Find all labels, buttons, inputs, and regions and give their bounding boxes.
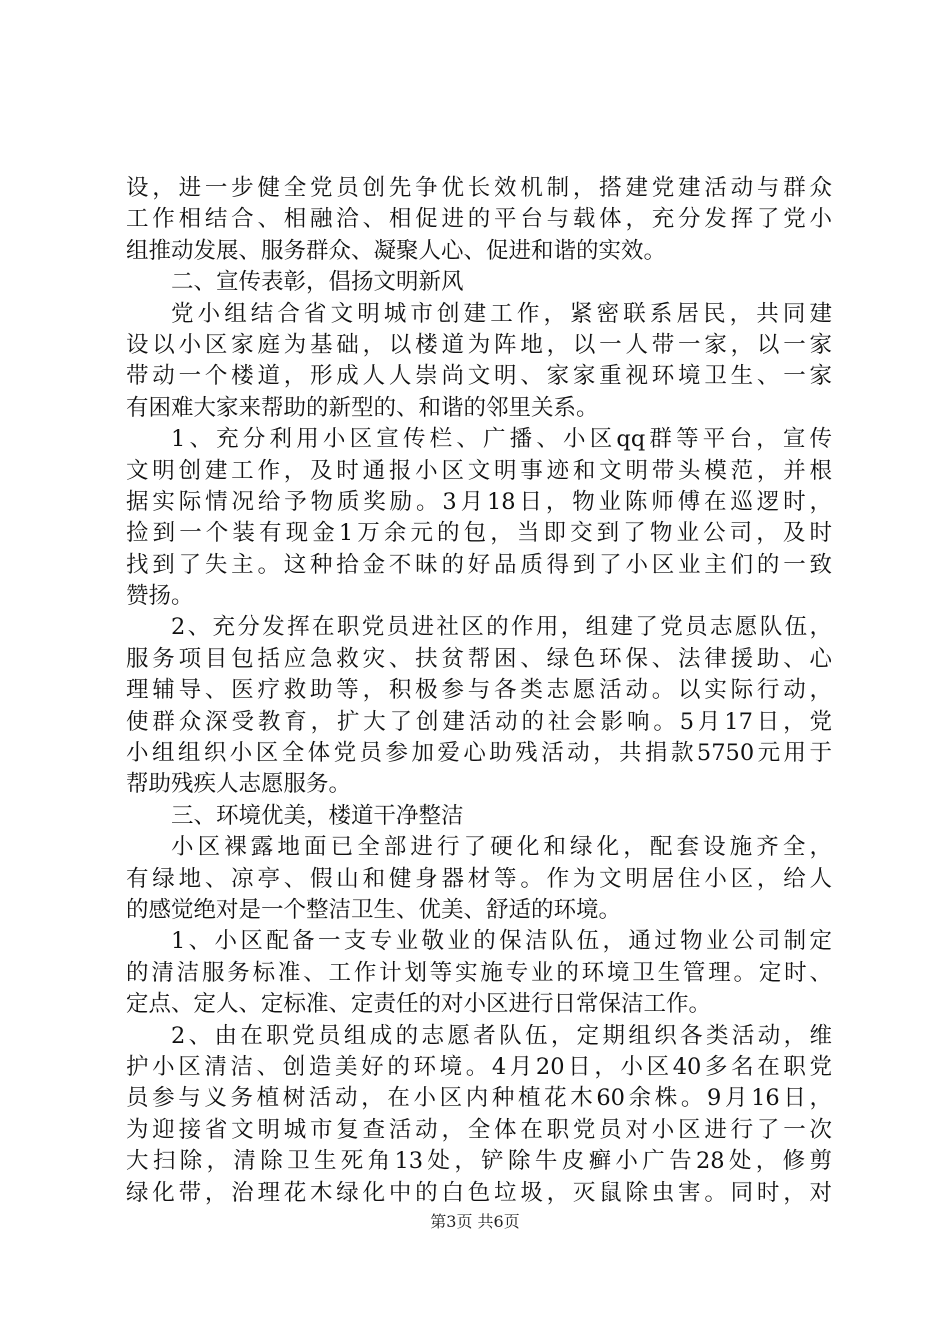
- text-line: 1、充分利用小区宣传栏、广播、小区qq群等平台，宣传: [171, 426, 832, 453]
- text-line: 工作相结合、相融洽、相促进的平台与载体，充分发挥了党小: [126, 206, 832, 233]
- page-footer: 第3页 共6页: [430, 1212, 520, 1231]
- text-line: 设，进一步健全党员创先争优长效机制，搭建党建活动与群众: [126, 175, 832, 201]
- text-line: 找到了失主。这种拾金不昧的好品质得到了小区业主们的一致: [126, 551, 832, 578]
- text-line: 为迎接省文明城市复查活动，全体在职党员对小区进行了一次: [126, 1116, 832, 1143]
- text-line: 理辅导、医疗救助等，积极参与各类志愿活动。以实际行动，: [126, 677, 832, 704]
- text-line: 三、环境优美，楼道干净整洁: [171, 802, 464, 829]
- text-line: 二、宣传表彰，倡扬文明新风: [171, 269, 464, 296]
- text-line: 据实际情况给予物质奖励。3月18日，物业陈师傅在巡逻时，: [126, 488, 832, 515]
- text-line: 文明创建工作，及时通报小区文明事迹和文明带头模范，并根: [126, 457, 832, 484]
- text-line: 大扫除，清除卫生死角13处，铲除牛皮癣小广告28处，修剪: [126, 1148, 832, 1175]
- text-line: 的感觉绝对是一个整洁卫生、优美、舒适的环境。: [126, 896, 622, 923]
- text-line: 带动一个楼道，形成人人崇尚文明、家家重视环境卫生、一家: [126, 363, 832, 390]
- text-line: 组推动发展、服务群众、凝聚人心、促进和谐的实效。: [126, 237, 667, 264]
- document-body: [126, 173, 832, 1209]
- text-line: 捡到一个装有现金1万余元的包，当即交到了物业公司，及时: [126, 520, 832, 547]
- text-line: 定点、定人、定标准、定责任的对小区进行日常保洁工作。: [126, 991, 712, 1018]
- text-line: 小组组织小区全体党员参加爱心助残活动，共捐款5750元用于: [126, 740, 832, 767]
- text-line: 小区裸露地面已全部进行了硬化和绿化，配套设施齐全，: [171, 834, 832, 861]
- text-line: 帮助残疾人志愿服务。: [126, 771, 352, 798]
- text-line: 1、小区配备一支专业敬业的保洁队伍，通过物业公司制定: [171, 928, 832, 955]
- text-line: 的清洁服务标准、工作计划等实施专业的环境卫生管理。定时、: [126, 959, 832, 986]
- text-line: 护小区清洁、创造美好的环境。4月20日，小区40多名在职党: [126, 1053, 832, 1080]
- text-line: 党小组结合省文明城市创建工作，紧密联系居民，共同建: [171, 300, 832, 327]
- text-line: 设以小区家庭为基础，以楼道为阵地，以一人带一家，以一家: [126, 331, 832, 358]
- text-line: 服务项目包括应急救灾、扶贫帮困、绿色环保、法律援助、心: [126, 645, 832, 672]
- text-line: 有困难大家来帮助的新型的、和谐的邻里关系。: [126, 394, 599, 421]
- text-line: 员参与义务植树活动，在小区内种植花木60余株。9月16日，: [126, 1085, 832, 1112]
- text-line: 使群众深受教育，扩大了创建活动的社会影响。5月17日，党: [126, 708, 832, 735]
- text-line: 2、由在职党员组成的志愿者队伍，定期组织各类活动，维: [171, 1022, 832, 1049]
- text-line: 有绿地、凉亭、假山和健身器材等。作为文明居住小区，给人: [126, 865, 832, 892]
- text-line: 赞扬。: [126, 583, 194, 610]
- text-line: 2、充分发挥在职党员进社区的作用，组建了党员志愿队伍，: [171, 614, 832, 641]
- text-line: 绿化带，治理花木绿化中的白色垃圾，灭鼠除虫害。同时，对: [126, 1179, 832, 1206]
